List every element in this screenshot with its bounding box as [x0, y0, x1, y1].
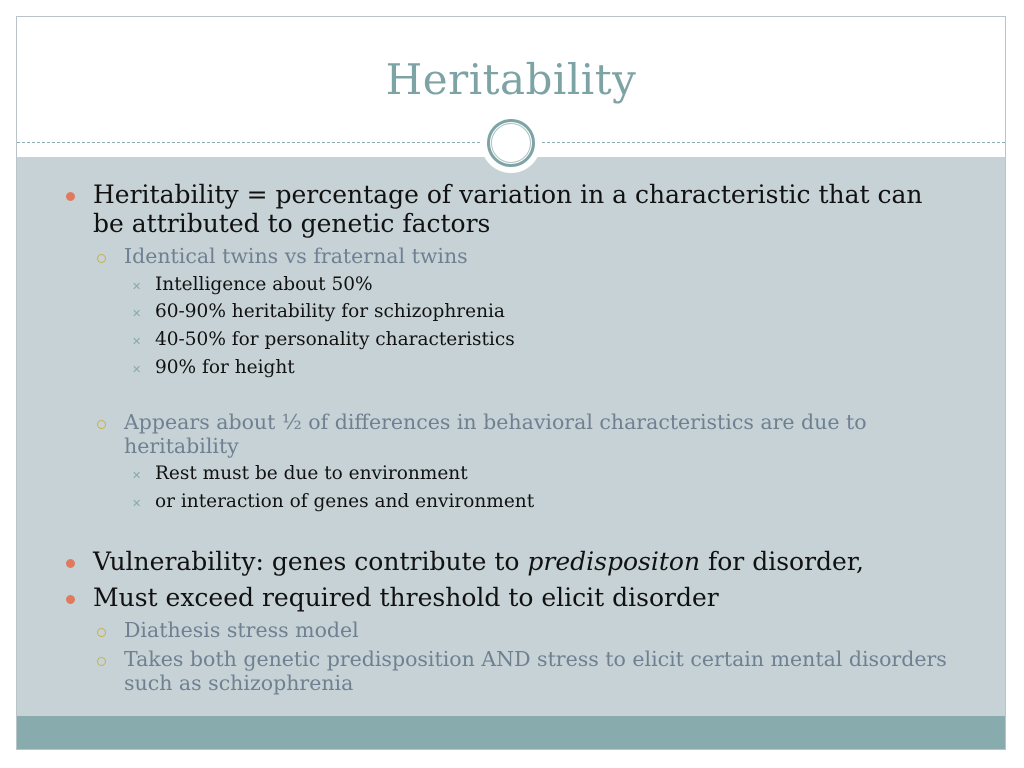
sub-diathesis: Diathesis stress model: [124, 618, 359, 642]
slide: [16, 16, 1006, 750]
bullet-ring-icon: [97, 420, 106, 429]
sub-twins: Identical twins vs fraternal twins: [124, 244, 468, 268]
item-interaction: or interaction of genes and environment: [155, 491, 535, 512]
bullet-threshold: Must exceed required threshold to elicit disorder: [93, 583, 719, 612]
vulnerability-text-start: Vulnerability: genes contribute to: [93, 547, 528, 576]
item-schizophrenia: 60-90% heritability for schizophrenia: [155, 301, 505, 322]
bullet-x-icon: ✕: [132, 307, 142, 320]
slide-title: Heritability: [385, 55, 637, 104]
bullet-x-icon: ✕: [132, 280, 142, 293]
bullet-ring-icon: [97, 254, 106, 263]
item-environment: Rest must be due to environment: [155, 463, 468, 484]
bullet-x-icon: ✕: [132, 335, 142, 348]
item-height: 90% for height: [155, 357, 295, 378]
vulnerability-text-end: for disorder,: [700, 547, 864, 576]
bullet-heritability-line1: Heritability = percentage of variation in a characteristic that can: [93, 180, 923, 209]
bullet-dot-icon: [66, 595, 75, 604]
bullet-vulnerability: [93, 547, 864, 576]
sub-behavioral-line1: Appears about ½ of differences in behavioral characteristics are due to: [124, 410, 867, 434]
bullet-ring-icon: [97, 628, 106, 637]
sub-predisposition-line1: Takes both genetic predisposition AND stress to elicit certain mental disorders: [124, 647, 947, 671]
bullet-heritability-line2: be attributed to genetic factors: [93, 209, 491, 238]
bullet-x-icon: ✕: [132, 497, 142, 510]
item-intelligence: Intelligence about 50%: [155, 274, 373, 295]
sub-predisposition-line2: such as schizophrenia: [124, 671, 354, 695]
ring-inner-icon: [491, 123, 531, 163]
bullet-dot-icon: [66, 559, 75, 568]
sub-behavioral-line2: heritability: [124, 434, 239, 458]
bullet-x-icon: ✕: [132, 469, 142, 482]
bullet-x-icon: ✕: [132, 363, 142, 376]
bullet-ring-icon: [97, 657, 106, 666]
bullet-dot-icon: [66, 192, 75, 201]
item-personality: 40-50% for personality characteristics: [155, 329, 515, 350]
footer-bar: [17, 716, 1005, 750]
vulnerability-italic: predispositon: [527, 547, 701, 576]
